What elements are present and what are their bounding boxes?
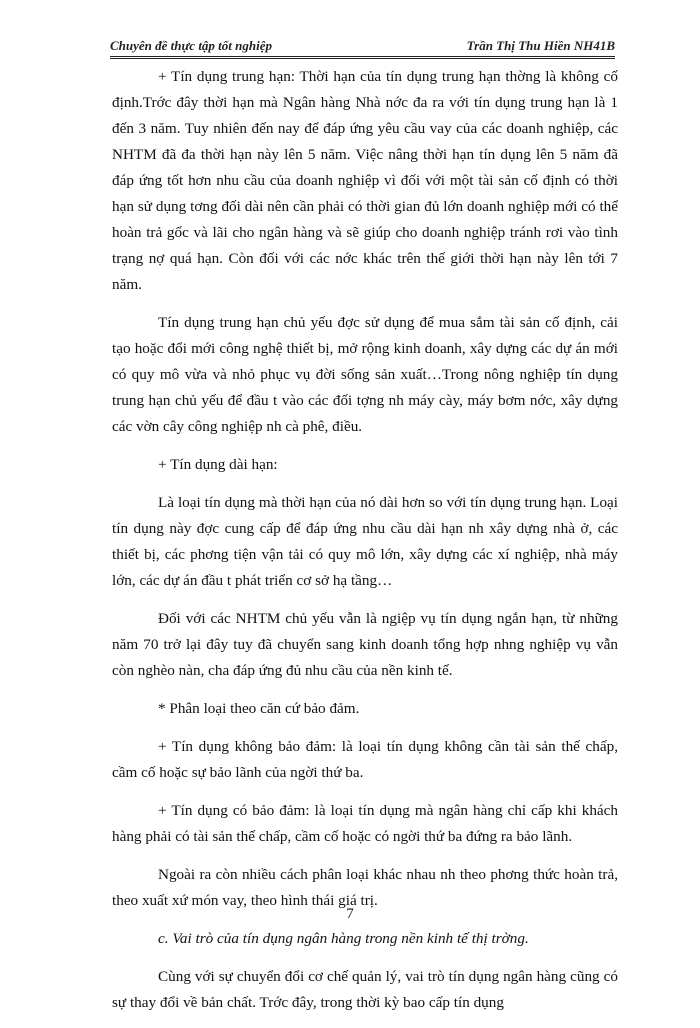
paragraph: Là loại tín dụng mà thời hạn của nó dài hơn so với tín dụng trung hạn. Loại tín dụng này đợc cung cấp để đáp ứng nhu cầu dài hạn nh xây dựng nhà ở, các thiết bị, các phơng tiện vận tải có quy mô lớn, xây dựng các xí nghiệp, nhà máy lớn, các dự án đầu t phát triển cơ sở hạ tầng… <box>112 494 618 589</box>
paragraph: + Tín dụng không bảo đảm: là loại tín dụng không cần tài sản thế chấp, cầm cố hoặc sự bảo lãnh của ngời thứ ba. <box>112 738 618 781</box>
paragraph: + Tín dụng trung hạn: Thời hạn của tín dụng trung hạn thờng là không cố định.Trớc đây thời hạn mà Ngân hàng Nhà nớc đa ra với tín dụng trung hạn là 1 đến 3 năm. Tuy nhiên đến nay để đáp ứng yêu cầu vay của các doanh nghiệp, các NHTM đã đa thời hạn này lên 5 năm. Việc nâng thời hạn tín dụng lên 5 năm đã đáp ứng tốt hơn nhu cầu của doanh nghiệp vì đối với một tài sản cố định có thời hạn sử dụng tơng đối dài nên cần phải có thời gian đủ lớn doanh nghiệp mới có thể hoàn trả gốc và lãi cho ngân hàng và sẽ giúp cho doanh nghiệp tránh rơi vào tình trạng nợ quá hạn. Còn đối với các nớc khác trên thế giới thời hạn này lên tới 7 năm. <box>112 68 618 293</box>
page-header <box>110 30 615 59</box>
paragraph: * Phân loại theo căn cứ bảo đảm. <box>158 700 360 717</box>
paragraph: Đối với các NHTM chủ yếu vẫn là ngiệp vụ tín dụng ngắn hạn, từ những năm 70 trở lại đây tuy đã chuyển sang kinh doanh tổng hợp nhng nghiệp vụ vẫn còn nghèo nàn, cha đáp ứng đủ nhu cầu của nền kinh tế. <box>112 610 618 679</box>
paragraph: + Tín dụng có bảo đảm: là loại tín dụng mà ngân hàng chỉ cấp khi khách hàng phải có tài sản thế chấp, cầm cố hoặc có ngời thứ ba đứng ra bảo lãnh. <box>112 802 618 845</box>
paragraph: + Tín dụng dài hạn: <box>158 456 278 473</box>
section-heading: c. Vai trò của tín dụng ngân hàng trong nền kinh tế thị trờng. <box>158 930 529 947</box>
paragraph: Tín dụng trung hạn chủ yếu đợc sử dụng để mua sắm tài sản cố định, cải tạo hoặc đổi mới công nghệ thiết bị, mở rộng kinh doanh, xây dựng các dự án mới có quy mô vừa và nhỏ phục vụ đời sống sản xuất…Trong nông nghiệp tín dụng trung hạn chủ yếu để đầu t vào các đối tợng nh máy cày, máy bơm nớc, xây dựng các vờn cây công nghiệp nh cà phê, điều. <box>112 314 618 435</box>
paragraph: Ngoài ra còn nhiều cách phân loại khác nhau nh theo phơng thức hoàn trả, theo xuất xứ món vay, theo hình thái giá trị. <box>112 866 618 909</box>
header-left-title: Chuyên đề thực tập tốt nghiệp <box>110 38 272 53</box>
header-right-author: Trần Thị Thu Hiền NH41B <box>466 38 615 53</box>
page-number: 7 <box>346 906 354 922</box>
document-body <box>112 64 618 1028</box>
paragraph: Cùng với sự chuyển đổi cơ chế quản lý, vai trò tín dụng ngân hàng cũng có sự thay đổi về bản chất. Trớc đây, trong thời kỳ bao cấp tín dụng <box>112 968 618 1011</box>
